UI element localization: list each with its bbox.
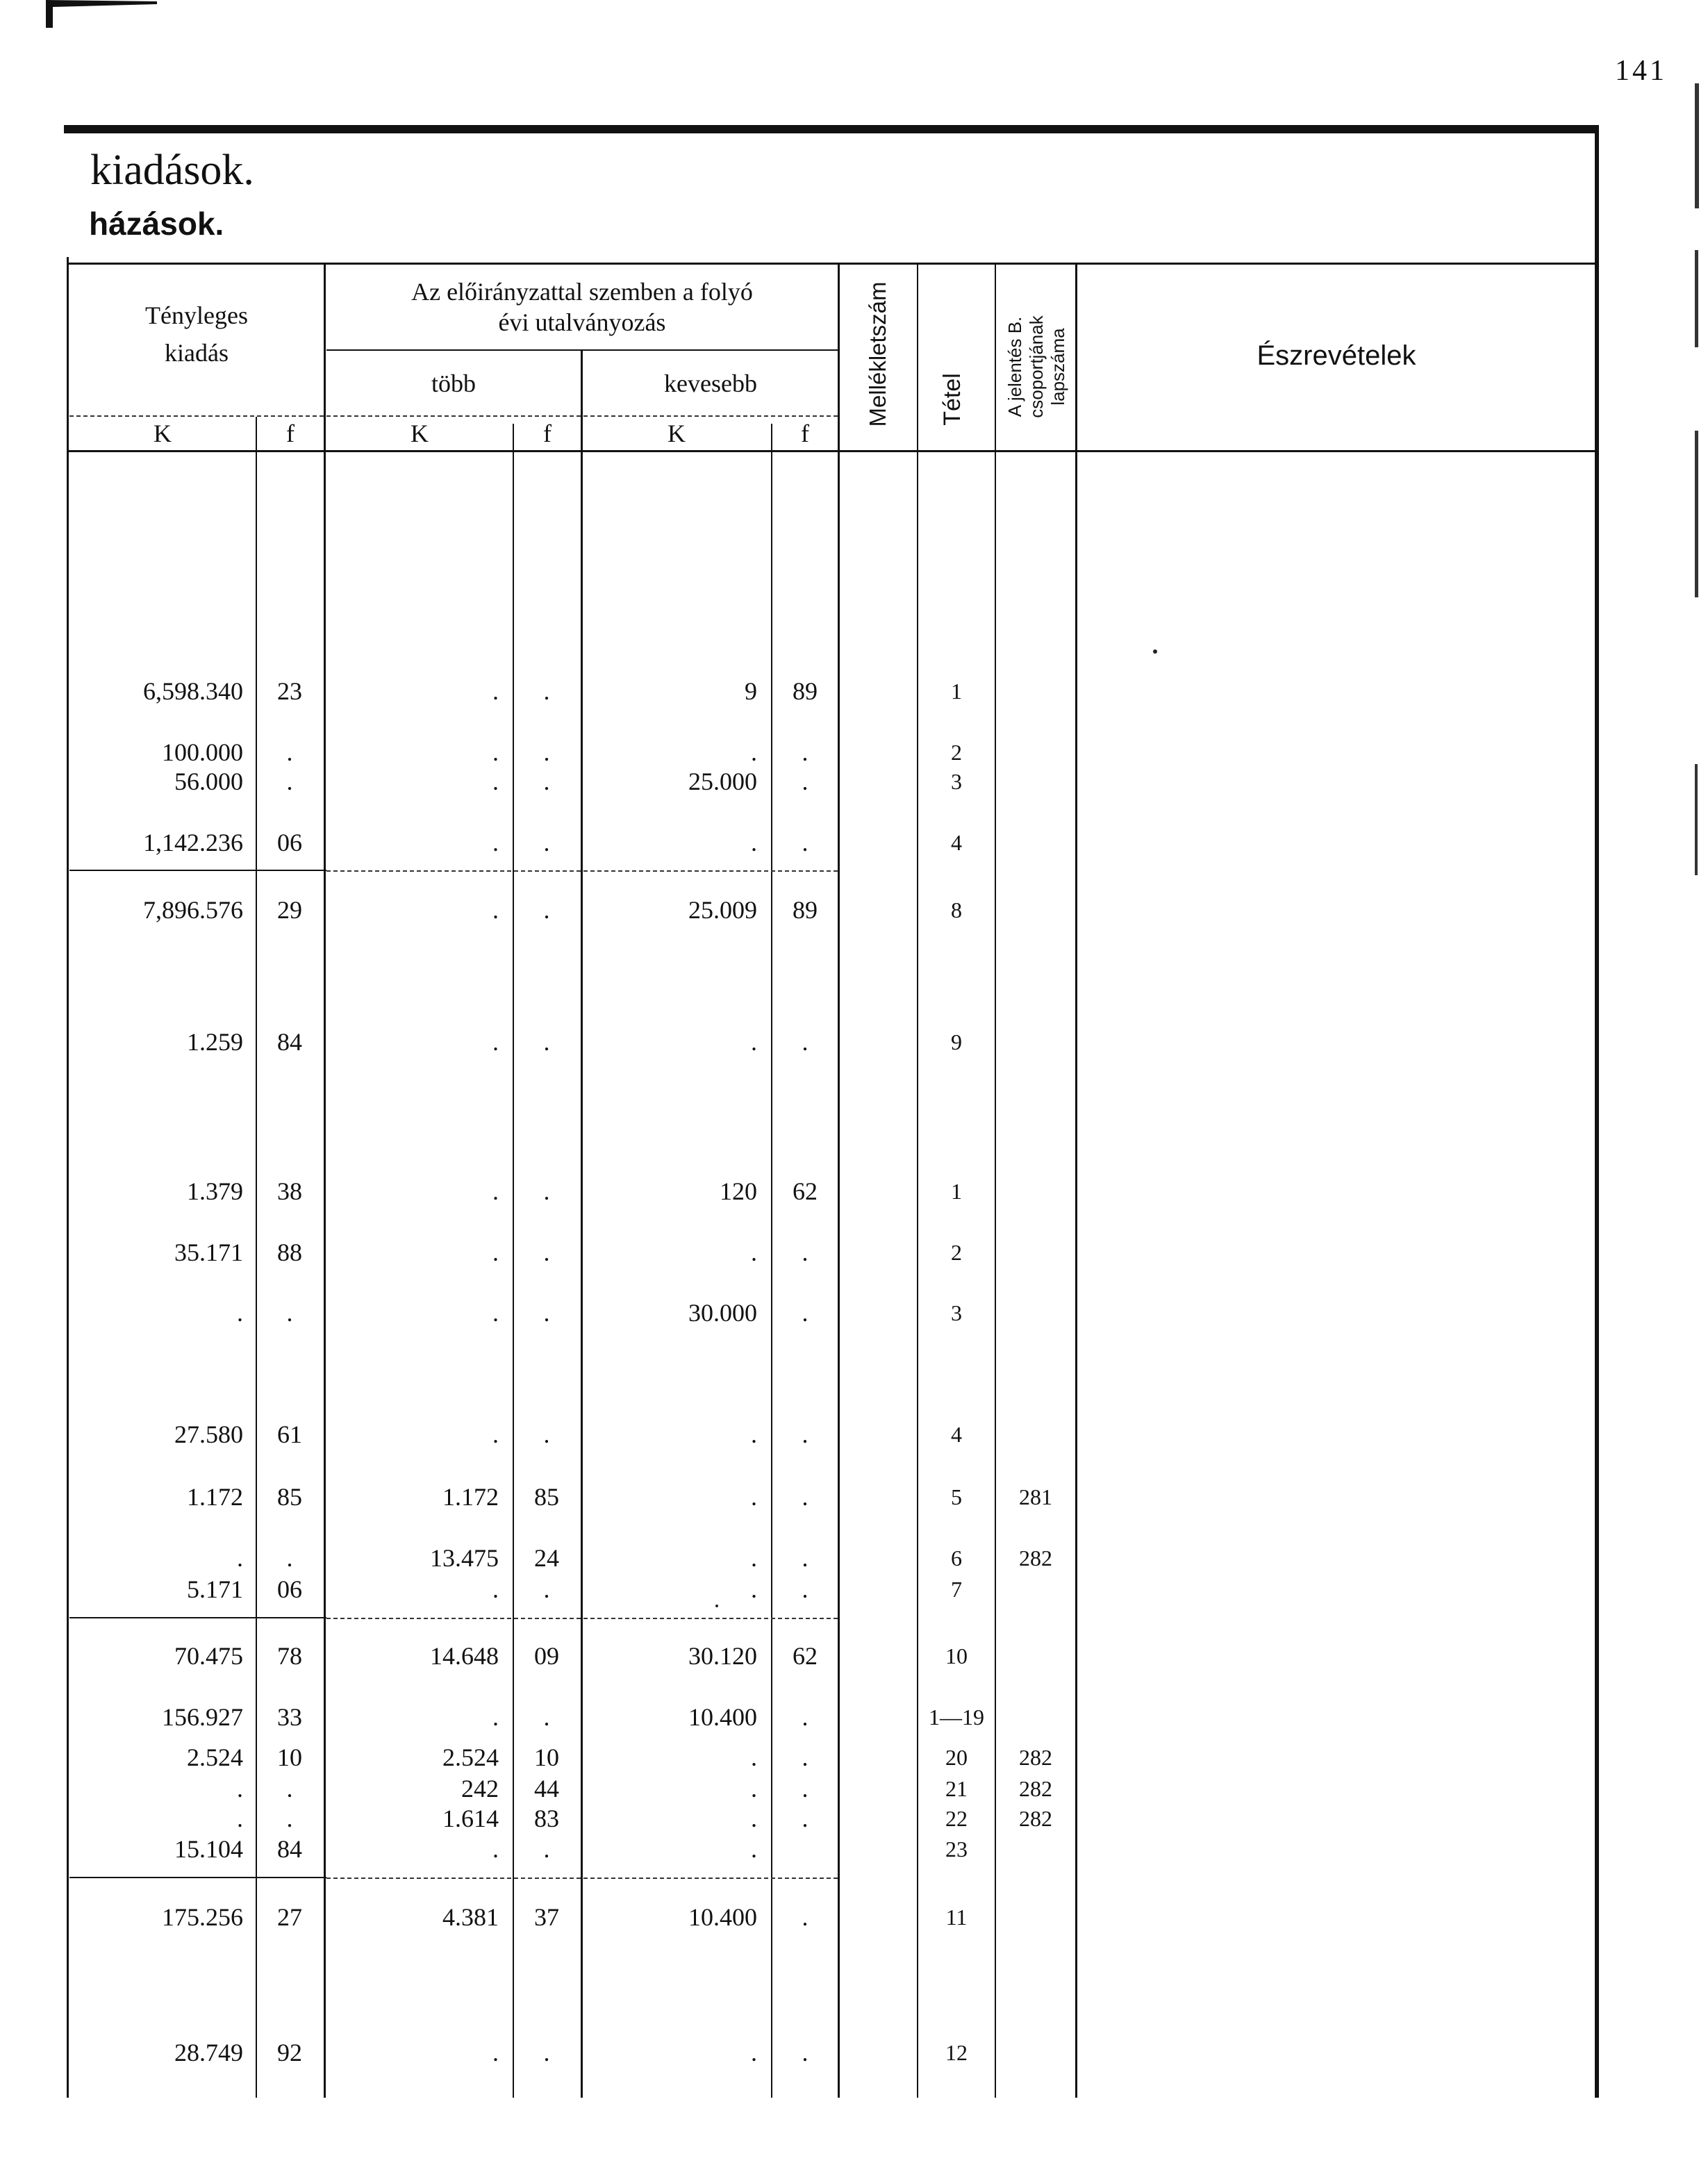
cell-item-number: 12 (945, 2040, 968, 2065)
cell-more-f: . (543, 738, 550, 766)
cell-more-k: . (492, 1177, 499, 1205)
cell-actual-k: 5.171 (187, 1575, 243, 1603)
cell-report-page: 282 (1019, 1806, 1052, 1831)
cell-actual-f: . (286, 1299, 293, 1327)
top-rule (64, 125, 1599, 133)
cell-more-f: . (543, 768, 550, 795)
cell-less-f: 62 (793, 1642, 818, 1670)
subtotal-rule-2 (69, 1617, 326, 1618)
report-page-line2: csoportjának (1026, 315, 1047, 418)
cell-more-k: 1.172 (442, 1483, 499, 1511)
subtotal-rule-1 (69, 870, 326, 871)
cell-actual-f: 10 (277, 1743, 302, 1771)
col-rule-remarks (1075, 263, 1077, 2098)
cell-less-f: . (802, 1805, 809, 1832)
col-report-page-header (1004, 283, 1074, 450)
cell-less-f: . (802, 738, 809, 766)
cell-less-k: 120 (720, 1177, 757, 1205)
cell-more-f: . (543, 896, 550, 924)
cell-more-k: 14.648 (430, 1642, 499, 1670)
col-actual-line2: kiadás (165, 339, 229, 367)
cell-actual-f: 06 (277, 829, 302, 856)
cell-actual-k: 1,142.236 (143, 829, 243, 856)
margin-mark (1695, 764, 1698, 875)
cell-more-k: . (492, 738, 499, 766)
cell-report-page: 282 (1019, 1776, 1052, 1801)
subtotal-rule-2b (326, 1618, 838, 1619)
cell-actual-f: . (286, 738, 293, 766)
cell-more-f: 09 (534, 1642, 559, 1670)
cell-actual-f: . (286, 1805, 293, 1832)
cell-more-k: 2.524 (442, 1743, 499, 1771)
cell-item-number: 23 (945, 1837, 968, 1862)
col-more-header: több (431, 370, 476, 397)
cell-more-f: . (543, 1420, 550, 1448)
cell-less-k: 30.000 (688, 1299, 757, 1327)
cell-actual-k: 1.172 (187, 1483, 243, 1511)
col-rule-less-f (771, 424, 772, 2098)
cell-more-f: . (543, 1299, 550, 1327)
cell-more-k: 4.381 (442, 1903, 499, 1931)
cell-less-k: . (751, 1835, 757, 1863)
cell-more-k: 242 (461, 1775, 499, 1802)
cell-less-f: . (802, 1575, 809, 1603)
cell-more-k: . (492, 896, 499, 924)
cell-actual-f: 27 (277, 1903, 302, 1931)
section-subtitle: házások. (89, 206, 224, 242)
page-number: 141 (1615, 55, 1667, 87)
cell-more-k: . (492, 768, 499, 795)
cell-actual-k: 7,896.576 (143, 896, 243, 924)
cell-less-f: . (802, 768, 809, 795)
section-title: kiadások. (90, 147, 254, 194)
cell-actual-k: . (237, 1544, 243, 1572)
cell-actual-k: . (237, 1775, 243, 1802)
cell-less-k: 30.120 (688, 1642, 757, 1670)
col-rule-report-page (995, 263, 996, 2098)
cell-actual-k: 28.749 (174, 2039, 243, 2066)
cell-more-k: . (492, 1835, 499, 1863)
subtotal-rule-3 (69, 1877, 326, 1878)
frame-left (67, 257, 69, 2098)
cell-less-f: . (802, 1483, 809, 1511)
col-rule-less (581, 351, 583, 2098)
cell-actual-f: . (286, 768, 293, 795)
cell-report-page: 282 (1019, 1545, 1052, 1571)
cell-more-k: . (492, 1238, 499, 1266)
col-actual-f: f (286, 420, 295, 447)
header-top-rule (67, 263, 1598, 265)
cell-less-f: . (802, 1743, 809, 1771)
col-attachment-header: Mellékletszám (865, 281, 890, 427)
margin-mark (1695, 431, 1698, 597)
cell-more-k: . (492, 829, 499, 856)
cell-more-f: 24 (534, 1544, 559, 1572)
cell-more-k: . (492, 1420, 499, 1448)
cell-more-f: 10 (534, 1743, 559, 1771)
cell-item-number: 6 (951, 1545, 962, 1571)
cell-actual-k: 100.000 (162, 738, 243, 766)
cell-actual-k: . (237, 1299, 243, 1327)
cell-more-k: . (492, 1028, 499, 1056)
cell-less-k: 25.009 (688, 896, 757, 924)
cell-item-number: 10 (945, 1643, 968, 1668)
cell-actual-k: 27.580 (174, 1420, 243, 1448)
col-less-f: f (801, 420, 809, 447)
header-rule-more-less (326, 349, 838, 351)
cell-actual-k: . (237, 1805, 243, 1832)
cell-more-f: . (543, 1177, 550, 1205)
cell-item-number: 3 (951, 1300, 962, 1325)
cell-item-number: 3 (951, 769, 962, 794)
cell-more-k: . (492, 677, 499, 705)
cell-actual-f: 29 (277, 896, 302, 924)
col-actual-line1: Tényleges (145, 301, 248, 329)
cell-actual-k: 156.927 (162, 1703, 243, 1731)
cell-actual-f: 84 (277, 1028, 302, 1056)
col-actual-k: K (154, 420, 172, 447)
cell-more-f: . (543, 829, 550, 856)
cell-less-k: . (751, 1544, 757, 1572)
cell-item-number: 1 (951, 1179, 962, 1204)
col-rule-item (917, 263, 918, 2098)
speck (1153, 649, 1157, 654)
cell-item-number: 8 (951, 897, 962, 922)
cell-item-number: 2 (951, 740, 962, 765)
cell-less-k: . (751, 2039, 757, 2066)
cell-less-f: . (802, 1544, 809, 1572)
cell-actual-f: 88 (277, 1238, 302, 1266)
cell-item-number: 1—19 (929, 1705, 984, 1730)
col-rule-more-f (513, 424, 514, 2098)
cell-less-k: . (751, 1805, 757, 1832)
cell-less-f: . (802, 1238, 809, 1266)
cell-more-k: 1.614 (442, 1805, 499, 1832)
col-remarks-header: Észrevételek (1257, 340, 1416, 371)
col-actual-header (69, 299, 324, 370)
col-less-header: kevesebb (664, 370, 757, 397)
margin-mark (1695, 83, 1699, 208)
cell-more-k: . (492, 1575, 499, 1603)
col-more-k: K (411, 420, 429, 447)
cell-actual-f: . (286, 1544, 293, 1572)
col-more-f: f (543, 420, 552, 447)
cell-less-k: . (751, 1743, 757, 1771)
col-rule-attachment (838, 263, 840, 2098)
cell-less-k: . (751, 829, 757, 856)
report-page-line1: A jelentés B. (1004, 316, 1025, 417)
cell-item-number: 4 (951, 1422, 962, 1447)
cell-less-k: 25.000 (688, 768, 757, 795)
header-bottom-rule (67, 450, 1598, 452)
col-appropriation-header (326, 276, 838, 338)
cell-more-k: . (492, 1299, 499, 1327)
cell-more-f: . (543, 1703, 550, 1731)
cell-less-k: . (751, 1575, 757, 1603)
cell-less-f: . (802, 2039, 809, 2066)
cell-item-number: 9 (951, 1029, 962, 1054)
cell-actual-f: . (286, 1775, 293, 1802)
cell-item-number: 7 (951, 1577, 962, 1602)
cell-less-k: . (751, 1775, 757, 1802)
cell-less-f: . (802, 1903, 809, 1931)
cell-actual-k: 1.379 (187, 1177, 243, 1205)
cell-actual-f: 84 (277, 1835, 302, 1863)
cell-item-number: 5 (951, 1484, 962, 1509)
cell-less-k: 10.400 (688, 1703, 757, 1731)
cell-less-f: . (802, 1775, 809, 1802)
corner-mark (46, 0, 157, 28)
col-item-header: Tétel (939, 373, 965, 426)
cell-less-f: . (802, 829, 809, 856)
cell-actual-k: 56.000 (174, 768, 243, 795)
col-appropriation-line1: Az előirányzattal szemben a folyó (411, 278, 753, 306)
cell-actual-f: 06 (277, 1575, 302, 1603)
cell-actual-f: 38 (277, 1177, 302, 1205)
cell-less-f: . (802, 1703, 809, 1731)
subtotal-rule-1b (326, 870, 838, 872)
cell-less-f: . (802, 1028, 809, 1056)
cell-actual-f: 78 (277, 1642, 302, 1670)
cell-more-f: . (543, 1238, 550, 1266)
cell-actual-f: 61 (277, 1420, 302, 1448)
cell-item-number: 1 (951, 679, 962, 704)
cell-actual-k: 15.104 (174, 1835, 243, 1863)
cell-more-f: . (543, 677, 550, 705)
cell-item-number: 21 (945, 1776, 968, 1801)
cell-actual-k: 2.524 (187, 1743, 243, 1771)
cell-more-f: 85 (534, 1483, 559, 1511)
cell-more-k: . (492, 1703, 499, 1731)
cell-more-f: 37 (534, 1903, 559, 1931)
cell-actual-f: 33 (277, 1703, 302, 1731)
cell-less-f: 89 (793, 896, 818, 924)
cell-actual-k: 175.256 (162, 1903, 243, 1931)
cell-item-number: 11 (945, 1905, 968, 1930)
col-appropriation-line2: évi utalványozás (498, 308, 666, 336)
cell-less-f: 62 (793, 1177, 818, 1205)
cell-less-f: 89 (793, 677, 818, 705)
cell-less-k: . (751, 738, 757, 766)
cell-more-k: . (492, 2039, 499, 2066)
cell-actual-k: 70.475 (174, 1642, 243, 1670)
cell-item-number: 4 (951, 830, 962, 855)
cell-actual-k: 6,598.340 (143, 677, 243, 705)
speck (715, 1605, 718, 1607)
frame-right (1595, 125, 1599, 2098)
cell-less-k: . (751, 1238, 757, 1266)
cell-more-f: . (543, 1028, 550, 1056)
margin-mark (1695, 250, 1698, 347)
cell-more-f: . (543, 1575, 550, 1603)
report-page-line3: lapszáma (1047, 328, 1068, 406)
cell-less-k: 9 (745, 677, 757, 705)
cell-report-page: 282 (1019, 1745, 1052, 1770)
cell-report-page: 281 (1019, 1484, 1052, 1509)
col-less-k: K (668, 420, 686, 447)
col-rule-actual-f (256, 417, 257, 2098)
cell-item-number: 2 (951, 1240, 962, 1265)
cell-actual-k: 1.259 (187, 1028, 243, 1056)
cell-more-f: 44 (534, 1775, 559, 1802)
cell-actual-f: 23 (277, 677, 302, 705)
cell-more-f: . (543, 2039, 550, 2066)
cell-more-f: 83 (534, 1805, 559, 1832)
cell-item-number: 22 (945, 1806, 968, 1831)
cell-more-f: . (543, 1835, 550, 1863)
cell-less-f: . (802, 1420, 809, 1448)
cell-item-number: 20 (945, 1745, 968, 1770)
cell-less-f: . (802, 1299, 809, 1327)
cell-less-k: . (751, 1420, 757, 1448)
cell-less-k: . (751, 1483, 757, 1511)
col-rule-appropriation (324, 263, 326, 2098)
cell-actual-f: 92 (277, 2039, 302, 2066)
cell-less-k: 10.400 (688, 1903, 757, 1931)
cell-actual-f: 85 (277, 1483, 302, 1511)
subtotal-rule-3b (326, 1878, 838, 1879)
cell-less-k: . (751, 1028, 757, 1056)
cell-more-k: 13.475 (430, 1544, 499, 1572)
cell-actual-k: 35.171 (174, 1238, 243, 1266)
